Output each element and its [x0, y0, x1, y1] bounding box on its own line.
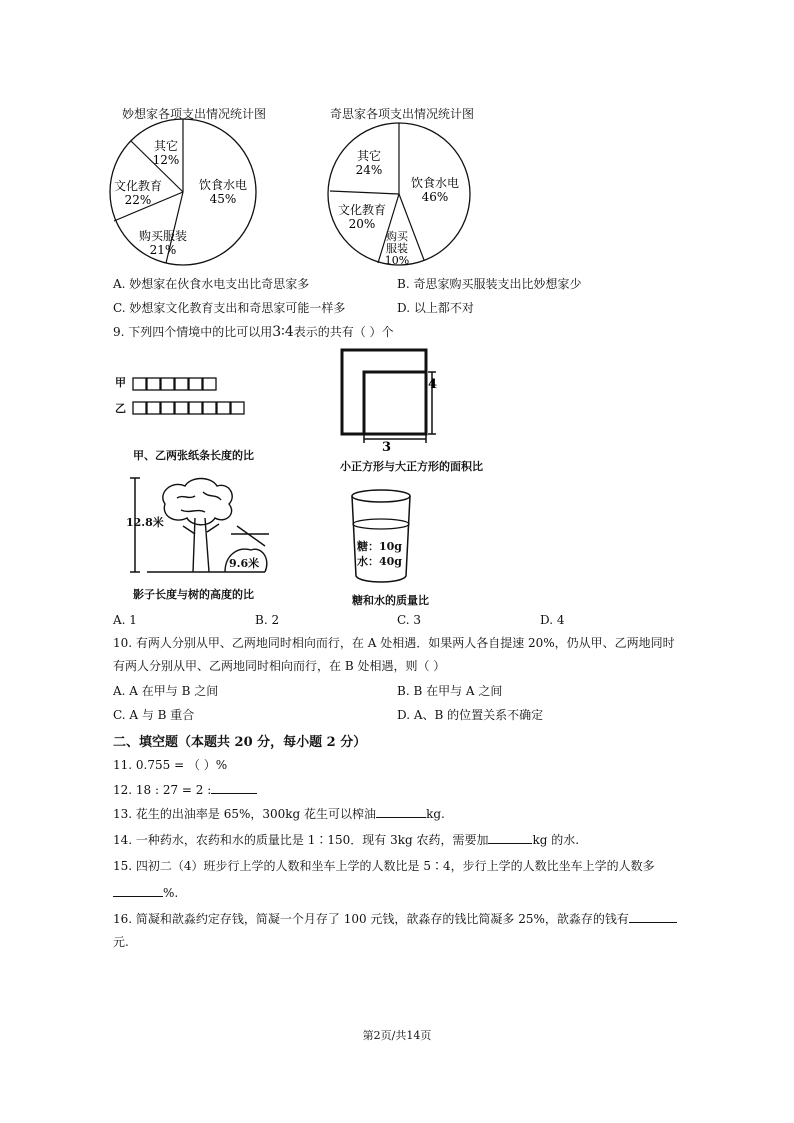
pie2-label-clothes-2: 服装	[386, 242, 408, 255]
sugar-label: 糖：10g	[357, 540, 402, 553]
squares-figure	[340, 346, 450, 456]
q13-answer-blank[interactable]	[376, 805, 426, 818]
pie1-label-edu: 文化教育	[113, 179, 163, 193]
q14-unit: kg 的水.	[532, 833, 580, 847]
pie1-value-food: 45%	[209, 192, 237, 206]
pie2-label-clothes-1: 购买	[386, 230, 408, 243]
pie2-value-food: 46%	[421, 190, 449, 204]
pie2-label-other: 其它	[356, 149, 382, 163]
page-number: 第2页/共14页	[362, 1029, 432, 1042]
q12	[113, 781, 257, 798]
q10-line1: 10. 有两人分别从甲、乙两地同时相向而行，在 A 处相遇．如果两人各自提速 20%，仍从甲、乙两地同时	[113, 636, 675, 650]
fig1-caption: 甲、乙两张纸条长度的比	[133, 449, 254, 462]
q14-answer-blank[interactable]	[488, 831, 532, 844]
q15-answer-blank[interactable]	[113, 884, 163, 897]
q14-text: 14. 一种药水，农药和水的质量比是 1∶150．现有 3kg 农药，需要加	[113, 833, 489, 847]
q9-option-c: C. 3	[397, 613, 422, 627]
q9-stem-ratio: 3∶4	[272, 324, 294, 340]
pie2-title: 奇思家各项支出情况统计图	[330, 107, 475, 121]
q8-option-a: A. 妙想家在伙食水电支出比奇思家多	[113, 277, 310, 291]
pie-chart-2	[327, 118, 473, 270]
fig4-caption: 糖和水的质量比	[352, 594, 429, 607]
pie1-label-other: 其它	[153, 139, 179, 153]
square-side-label-4: 4	[428, 377, 438, 392]
q15-unit: %.	[163, 886, 179, 900]
q10-line2: 有两人分别从甲、乙两地同时相向而行，在 B 处相遇，则（ ）	[113, 659, 446, 673]
paper-strips-figure	[132, 376, 252, 420]
q12-text: 12. 18 : 27 = 2 :	[113, 783, 212, 797]
q9-stem-text: 9. 下列四个情境中的比可以用	[113, 325, 273, 339]
q16-line1	[113, 910, 677, 927]
q16-answer-blank[interactable]	[629, 910, 677, 923]
pie2-value-other: 24%	[355, 163, 383, 177]
q16-line2: 元.	[113, 935, 129, 949]
q9-stem	[113, 324, 394, 340]
pie2-value-edu: 20%	[348, 217, 376, 231]
q9-option-b: B. 2	[255, 613, 280, 627]
fig3-caption: 影子长度与树的高度的比	[133, 588, 254, 601]
q10-option-b: B. B 在甲与 A 之间	[397, 684, 503, 698]
pie1-value-other: 12%	[152, 153, 180, 167]
q15-line1: 15. 四初二（4）班步行上学的人数和坐车上学的人数比是 5∶4，步行上学的人数比坐车上学的人数多	[113, 859, 655, 873]
pie-chart-1	[108, 118, 258, 268]
pie2-label-edu: 文化教育	[337, 203, 387, 217]
pie1-value-edu: 22%	[124, 193, 152, 207]
q9-option-d: D. 4	[540, 613, 565, 627]
square-side-label-3: 3	[382, 440, 392, 455]
pie1-title: 妙想家各项支出情况统计图	[122, 107, 267, 121]
q13-text: 13. 花生的出油率是 65%，300kg 花生可以榨油	[113, 807, 377, 821]
q10-option-a: A. A 在甲与 B 之间	[113, 684, 219, 698]
q12-answer-blank[interactable]	[211, 781, 257, 794]
q8-option-c: C. 妙想家文化教育支出和奇思家可能一样多	[113, 301, 346, 315]
tree-height-label: 12.8米	[126, 516, 164, 529]
q8-option-b: B. 奇思家购买服装支出比妙想家少	[397, 277, 582, 291]
shadow-length-label: 9.6米	[229, 557, 260, 570]
q13	[113, 805, 445, 822]
strip-label-jia: 甲	[115, 376, 126, 389]
pie2-label-food: 饮食水电	[410, 176, 460, 190]
q13-unit: kg.	[426, 807, 445, 821]
q9-option-a: A. 1	[113, 613, 137, 627]
q15-line2	[113, 884, 178, 901]
q11: 11. 0.755 = （ ）%	[113, 758, 228, 772]
q16-text: 16. 简凝和歆淼约定存钱，简凝一个月存了 100 元钱，歆淼存的钱比简凝多 25%，歆淼存的钱有	[113, 912, 629, 926]
pie2-value-clothes: 10%	[384, 254, 410, 267]
q10-option-c: C. A 与 B 重合	[113, 708, 195, 722]
water-label: 水：40g	[357, 555, 402, 568]
section-2-title: 二、填空题（本题共 20 分，每小题 2 分）	[113, 735, 367, 750]
strip-label-yi: 乙	[115, 402, 126, 415]
pie1-value-clothes: 21%	[149, 243, 177, 257]
q8-option-d: D. 以上都不对	[397, 301, 474, 315]
pie1-label-clothes: 购买服装	[138, 229, 188, 243]
tree-shadow-figure	[125, 474, 275, 586]
fig2-caption: 小正方形与大正方形的面积比	[340, 460, 483, 473]
q10-option-d: D. A、B 的位置关系不确定	[397, 708, 544, 722]
q14	[113, 831, 579, 848]
q9-stem-text-b: 表示的共有（ ）个	[293, 325, 394, 339]
cup-figure	[348, 488, 418, 588]
pie1-label-food: 饮食水电	[198, 178, 248, 192]
